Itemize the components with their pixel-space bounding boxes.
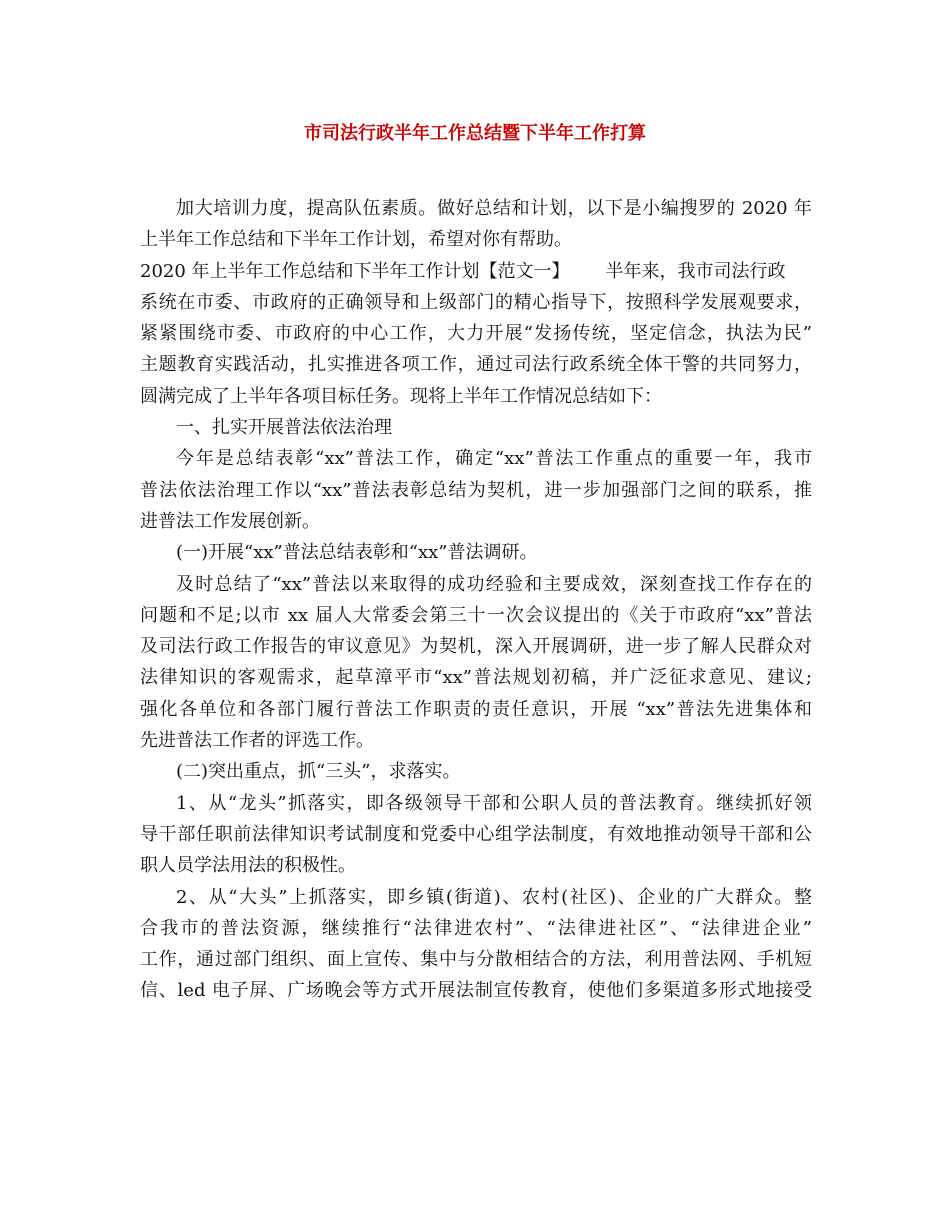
document-body <box>140 193 812 1007</box>
sample-heading: 2020 年上半年工作总结和下半年工作计划【范文一】 <box>140 260 570 282</box>
text-line: 圆满完成了上半年各项目标任务。现将上半年工作情况总结如下： <box>140 385 662 407</box>
text-line: 工作，通过部门组织、面上宣传、集中与分散相结合的方法，利用普法网、手机短 <box>140 949 812 971</box>
text-line: 强化各单位和各部门履行普法工作职责的责任意识，开展 “xx”普法先进集体和 <box>140 698 812 720</box>
text-line: 先进普法工作者的评选工作。 <box>140 730 374 752</box>
section-heading: 一、扎实开展普法依法治理 <box>176 417 392 439</box>
text-line: 导干部任职前法律知识考试制度和党委中心组学法制度，有效地推动领导干部和公 <box>140 823 812 845</box>
subsection-heading: (一)开展“xx”普法总结表彰和“xx”普法调研。 <box>176 542 538 564</box>
text-line: 紧紧围绕市委、市政府的中心工作，大力开展“发扬传统，坚定信念，执法为民” <box>140 323 812 345</box>
text-line: 职人员学法用法的积极性。 <box>140 855 356 877</box>
text-line: 普法依法治理工作以“xx”普法表彰总结为契机，进一步加强部门之间的联系，推 <box>140 479 812 501</box>
text-line: 问题和不足;以市 xx 届人大常委会第三十一次会议提出的《关于市政府“xx”普法 <box>140 604 812 626</box>
text-line: 1、从“龙头”抓落实，即各级领导干部和公职人员的普法教育。继续抓好领 <box>176 792 812 814</box>
text-line: 今年是总结表彰“xx”普法工作，确定“xx”普法工作重点的重要一年，我市 <box>176 448 812 470</box>
text-fragment: 半年来，我市司法行政 <box>605 260 786 282</box>
text-line: 及时总结了“xx”普法以来取得的成功经验和主要成效，深刻查找工作存在的 <box>176 573 812 595</box>
text-line: 主题教育实践活动，扎实推进各项工作，通过司法行政系统全体干警的共同努力， <box>140 354 812 376</box>
text-line: 2、从“大头”上抓落实，即乡镇(街道)、农村(社区)、企业的广大群众。整 <box>176 886 812 908</box>
text-line: 上半年工作总结和下半年工作计划，希望对你有帮助。 <box>140 229 572 251</box>
text-line: 信、led 电子屏、广场晚会等方式开展法制宣传教育，使他们多渠道多形式地接受 <box>140 980 812 1002</box>
text-line: 加大培训力度，提高队伍素质。做好总结和计划，以下是小编搜罗的 2020 年 <box>176 198 812 219</box>
text-line: 系统在市委、市政府的正确领导和上级部门的精心指导下，按照科学发展观要求， <box>140 291 812 313</box>
text-line: 法律知识的客观需求，起草漳平市“xx”普法规划初稿，并广泛征求意见、建议; <box>140 667 812 689</box>
text-line: 合我市的普法资源，继续推行“法律进农村”、“法律进社区”、“法律进企业” <box>140 917 812 939</box>
document-title: 市司法行政半年工作总结暨下半年工作打算 <box>304 123 646 144</box>
text-line: 及司法行政工作报告的审议意见》为契机，深入开展调研，进一步了解人民群众对 <box>140 636 812 658</box>
text-line: 进普法工作发展创新。 <box>140 510 320 532</box>
text-line-composite <box>140 256 812 287</box>
subsection-heading: (二)突出重点，抓“三头”，求落实。 <box>176 761 461 783</box>
